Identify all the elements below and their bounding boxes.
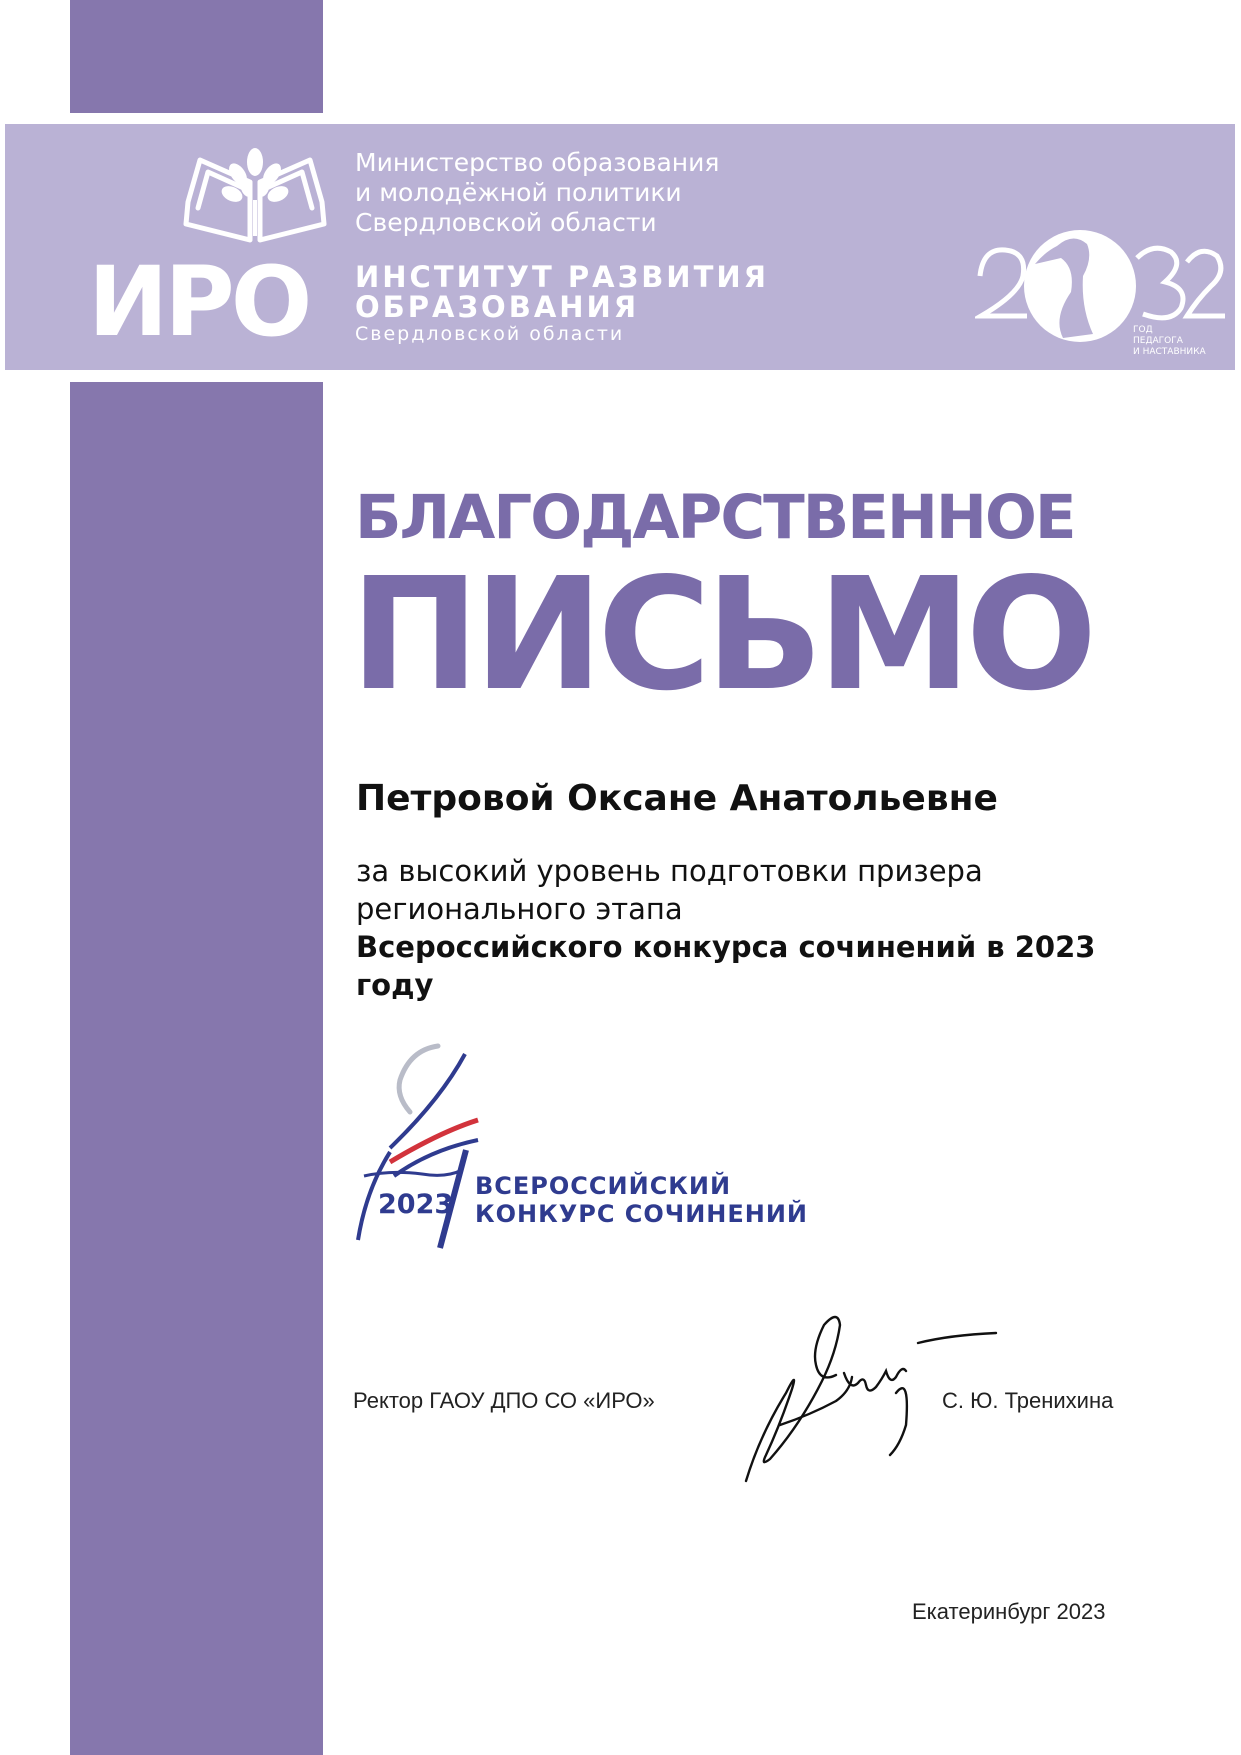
quill-flag-icon bbox=[350, 1040, 480, 1250]
top-decor-bar bbox=[70, 0, 323, 113]
award-reason: за высокий уровень подготовки призера регионального этапа Всероссийского конкурса сочинений в 2023 году bbox=[356, 854, 1096, 1002]
recipient-name: Петровой Оксане Анатольевне bbox=[356, 778, 998, 819]
city-year: Екатеринбург 2023 bbox=[912, 1599, 1106, 1624]
signer-name: С. Ю. Тренихина bbox=[942, 1388, 1114, 1413]
year-badge bbox=[975, 228, 1225, 368]
institute-name: ИНСТИТУТ РАЗВИТИЯ ОБРАЗОВАНИЯ bbox=[355, 260, 769, 324]
institute-region: Свердловской области bbox=[355, 323, 625, 345]
title-line2: ПИСЬМО bbox=[350, 544, 1092, 725]
side-decor-bar bbox=[70, 382, 323, 1755]
svg-text:ПЕДАГОГА: ПЕДАГОГА bbox=[1133, 336, 1183, 346]
signer-role: Ректор ГАОУ ДПО СО «ИРО» bbox=[353, 1388, 655, 1413]
svg-text:И НАСТАВНИКА: И НАСТАВНИКА bbox=[1133, 347, 1206, 357]
iro-logo: ИРО bbox=[88, 246, 309, 358]
svg-text:ГОД: ГОД bbox=[1133, 325, 1153, 335]
title-line1: БЛАГОДАРСТВЕННОЕ bbox=[355, 482, 1075, 553]
book-tree-emblem-icon bbox=[180, 140, 330, 246]
svg-text:2023: 2023 bbox=[378, 1189, 454, 1220]
ministry-name: Министерство образования и молодёжной политики Свердловской области bbox=[355, 148, 720, 237]
contest-name: ВСЕРОССИЙСКИЙ КОНКУРС СОЧИНЕНИЙ bbox=[475, 1172, 809, 1228]
